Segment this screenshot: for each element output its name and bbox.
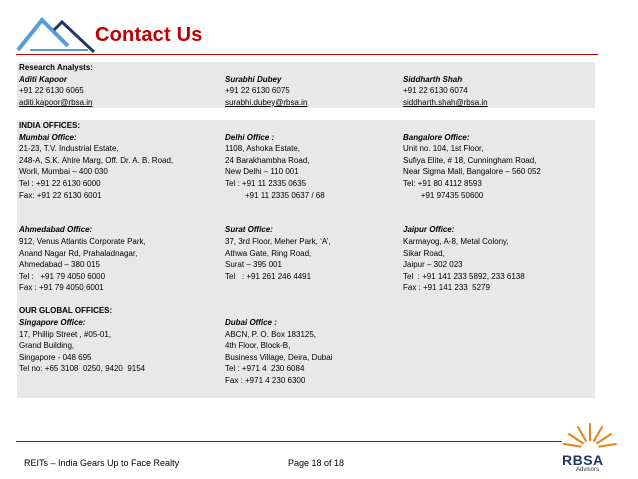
- office-line: Athwa Gate, Ring Road,: [225, 248, 312, 258]
- office-line: Tel : +91 141 233 5892, 233 6138: [403, 271, 525, 281]
- office-line-row: [17, 259, 595, 271]
- office-line: Tel : +91 22 6130 6000: [19, 178, 101, 188]
- office-line: 37, 3rd Floor, Meher Park, ‘A’,: [225, 236, 331, 246]
- office-line-row: [17, 363, 595, 375]
- analysts-name-row: [17, 74, 595, 86]
- analyst-phone: +91 22 6130 6074: [403, 86, 468, 96]
- office-name-row: [17, 317, 595, 329]
- office-line-row: [17, 166, 595, 178]
- office-name: Mumbai Office:: [19, 132, 77, 142]
- office-line: Fax: +91 22 6130 6001: [19, 190, 102, 200]
- spacer-row: [17, 201, 595, 213]
- office-line: 4th Floor, Block-B,: [225, 341, 291, 351]
- office-name: Jaipur Office:: [403, 225, 455, 235]
- contact-table: [17, 62, 595, 398]
- office-line-row: [17, 178, 595, 190]
- india-heading-row: [17, 120, 595, 132]
- office-line: 21-23, T.V. Industrial Estate,: [19, 144, 119, 154]
- office-line-row: [17, 143, 595, 155]
- analyst-phone: +91 22 6130 6065: [19, 86, 84, 96]
- office-line: +91 97435 50600: [403, 190, 484, 200]
- office-line: Fax : +91 79 4050 6001: [19, 283, 104, 293]
- office-line: +91 11 2335 0637 / 68: [225, 190, 325, 200]
- spacer-row: [17, 387, 595, 399]
- office-line: Sikar Road,: [403, 248, 445, 258]
- title-divider: [16, 54, 598, 55]
- office-name: Surat Office:: [225, 225, 273, 235]
- page-title: Contact Us: [95, 24, 203, 46]
- office-line: Anand Nagar Rd, Prahaladnagar,: [19, 248, 138, 258]
- office-line: Surat – 395 001: [225, 260, 282, 270]
- global-heading: OUR GLOBAL OFFICES:: [19, 306, 113, 316]
- analysts-heading: Research Analysts:: [19, 63, 93, 72]
- analysts-heading-row: [17, 62, 595, 74]
- page-number: Page 18 of 18: [288, 458, 345, 468]
- office-line: 1108, Ashoka Estate,: [225, 144, 301, 154]
- office-line-row: [17, 282, 595, 294]
- office-line: Tel: +91 80 4112 8593: [403, 178, 482, 188]
- office-line-row: [17, 352, 595, 364]
- office-line: Fax : +971 4 230 6300: [225, 376, 306, 386]
- office-line: Tel : +91 261 246 4491: [225, 271, 312, 281]
- analyst-phone: +91 22 6130 6075: [225, 86, 290, 96]
- office-line: Tel no: +65 3108 0250, 9420 9154: [19, 364, 146, 374]
- analyst-email-link[interactable]: surabhi.dubey@rbsa.in: [225, 97, 308, 107]
- spacer-row: [17, 213, 595, 225]
- office-name: Bangalore Office:: [403, 132, 470, 142]
- india-heading: INDIA OFFICES:: [19, 120, 81, 130]
- office-line: Tel : +971 4 230 6084: [225, 364, 305, 374]
- office-name: Delhi Office :: [225, 132, 275, 142]
- spacer-row: [17, 294, 595, 306]
- office-line: Business Village, Deira, Dubai: [225, 352, 333, 362]
- office-name: Ahmedabad Office:: [19, 225, 93, 235]
- office-line-row: [17, 375, 595, 387]
- office-line: 912, Venus Atlantis Corporate Park,: [19, 236, 146, 246]
- rbsa-brand: RBSA: [562, 452, 604, 468]
- office-line: Fax : +91 141 233 5279: [403, 283, 490, 293]
- office-line: Ahmedabad – 380 015: [19, 260, 100, 270]
- office-line: Karmayog, A-8, Metal Colony,: [403, 236, 509, 246]
- global-heading-row: [17, 305, 595, 317]
- office-line: Tel : +91 11 2335 0635: [225, 178, 307, 188]
- office-name-row: [17, 132, 595, 144]
- office-line: Grand Building,: [19, 341, 75, 351]
- office-line: 17, Phillip Street , #05-01,: [19, 329, 112, 339]
- office-line-row: [17, 271, 595, 283]
- office-line: 24 Barakhambha Road,: [225, 155, 310, 165]
- analyst-name: Surabhi Dubey: [225, 74, 282, 84]
- office-line-row: [17, 340, 595, 352]
- office-line: Unit no. 104, 1st Floor,: [403, 144, 484, 154]
- office-line-row: [17, 190, 595, 202]
- office-line: Singapore - 048 695: [19, 352, 92, 362]
- office-line: Tel : +91 79 4050 6000: [19, 271, 106, 281]
- rbsa-brand-sub: Advisors: [576, 467, 600, 473]
- office-line-row: [17, 155, 595, 167]
- house-logo-icon: [16, 10, 96, 54]
- office-line-row: [17, 248, 595, 260]
- office-line: Sufiya Elite, # 18, Cunningham Road,: [403, 155, 537, 165]
- office-line: ABCN, P. O. Box 183125,: [225, 329, 317, 339]
- analyst-email-link[interactable]: siddharth.shah@rbsa.in: [403, 97, 488, 107]
- office-line-row: [17, 236, 595, 248]
- analyst-name: Siddharth Shah: [403, 74, 463, 84]
- office-line: 248-A, S.K. Ahire Marg, Off. Dr. A. B. Road,: [19, 155, 174, 165]
- analyst-email-link[interactable]: aditi.kapoor@rbsa.in: [19, 97, 93, 107]
- office-line: Near Sigma Mall, Bangalore – 560 052: [403, 167, 541, 177]
- office-line: Worli, Mumbai – 400 030: [19, 167, 108, 177]
- analyst-name: Aditi Kapoor: [19, 74, 67, 84]
- office-line: New Delhi – 110 001: [225, 167, 299, 177]
- footer-report-title: REITs – India Gears Up to Face Realty: [24, 458, 180, 468]
- office-line: Jaipur – 302 023: [403, 260, 463, 270]
- analysts-email-row: [17, 97, 595, 109]
- office-line-row: [17, 329, 595, 341]
- office-name-row: [17, 224, 595, 236]
- footer-divider: [16, 441, 562, 442]
- office-name: Singapore Office:: [19, 318, 86, 328]
- office-name: Dubai Office :: [225, 318, 277, 328]
- analysts-phone-row: [17, 85, 595, 97]
